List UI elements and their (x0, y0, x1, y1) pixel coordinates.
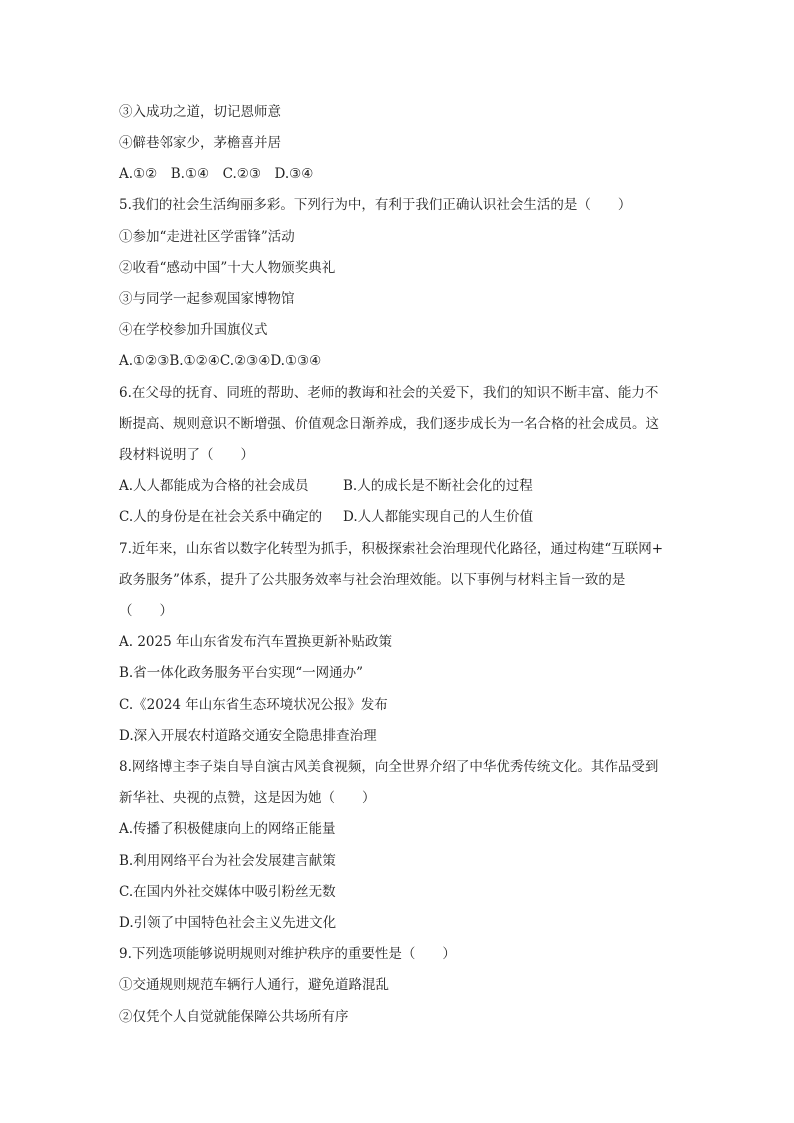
question-5-choices: A.①②③B.①②④C.②③④D.①③④ (119, 353, 322, 369)
question-8-stem-line-2: 新华社、央视的点赞，这是因为她（ ） (119, 790, 376, 806)
question-8-choice-b: B.利用网络平台为社会发展建言献策 (119, 853, 336, 869)
question-7-choice-a: A. 2025 年山东省发布汽车置换更新补贴政策 (119, 634, 392, 650)
question-8-choice-d: D.引领了中国特色社会主义先进文化 (119, 915, 337, 931)
question-6-stem-line-1: 6.在父母的抚育、同班的帮助、老师的教诲和社会的关爱下，我们的知识不断丰富、能力不 (119, 385, 659, 401)
question-6-choice-c: C.人的身份是在社会关系中确定的 (119, 509, 323, 525)
question-5-option-3: ③与同学一起参观国家博物馆 (119, 291, 295, 307)
question-7-stem-line-1: 7.近年来，山东省以数字化转型为抓手，积极探索社会治理现代化路径，通过构建“互联网+ (119, 541, 664, 557)
question-8-choice-c: C.在国内外社交媒体中吸引粉丝无数 (119, 884, 336, 900)
question-6-choices-cd (119, 508, 533, 526)
question-6-choice-d: D.人人都能实现自己的人生价值 (343, 509, 534, 525)
question-6-stem-line-2: 断提高、规则意识不断增强、价值观念日渐养成，我们逐步成长为一名合格的社会成员。这 (119, 416, 659, 432)
question-6-choice-b: B.人的成长是不断社会化的过程 (343, 478, 533, 494)
question-5-option-1: ①参加“走进社区学雷锋”活动 (119, 229, 295, 245)
question-4-choices: A.①② B.①④ C.②③ D.③④ (119, 166, 314, 182)
question-8-stem-line-1: 8.网络博主李子柒自导自演古风美食视频，向全世界介绍了中华优秀传统文化。其作品受到 (119, 759, 659, 775)
question-6-choice-a: A.人人都能成为合格的社会成员 (119, 478, 309, 494)
question-6-choices-ab (119, 477, 533, 495)
question-4-option-3: ③入成功之道，切记恩师意 (119, 104, 281, 120)
question-7-stem-line-2: 政务服务”体系，提升了公共服务效率与社会治理效能。以下事例与材料主旨一致的是 (119, 572, 626, 588)
question-5-option-2: ②收看“感动中国”十大人物颁奖典礼 (119, 260, 336, 276)
question-9-option-2: ②仅凭个人自觉就能保障公共场所有序 (119, 1009, 349, 1025)
question-6-stem-line-3: 段材料说明了（ ） (119, 447, 254, 463)
question-5-stem: 5.我们的社会生活绚丽多彩。下列行为中，有利于我们正确认识社会生活的是（ ） (119, 197, 632, 213)
question-7-choice-b: B.省一体化政务服务平台实现“一网通办” (119, 665, 364, 681)
question-8-choice-a: A.传播了积极健康向上的网络正能量 (119, 821, 336, 837)
question-5-option-4: ④在学校参加升国旗仪式 (119, 322, 268, 338)
question-4-option-4: ④僻巷邻家少，茅檐喜并居 (119, 135, 281, 151)
question-7-choice-d: D.深入开展农村道路交通安全隐患排查治理 (119, 728, 377, 744)
question-9-option-1: ①交通规则规范车辆行人通行，避免道路混乱 (119, 977, 389, 993)
question-7-choice-c: C.《2024 年山东省生态环境状况公报》发布 (119, 697, 388, 713)
question-7-stem-line-3: （ ） (119, 603, 173, 619)
question-9-stem: 9.下列选项能够说明规则对维护秩序的重要性是（ ） (119, 946, 456, 962)
